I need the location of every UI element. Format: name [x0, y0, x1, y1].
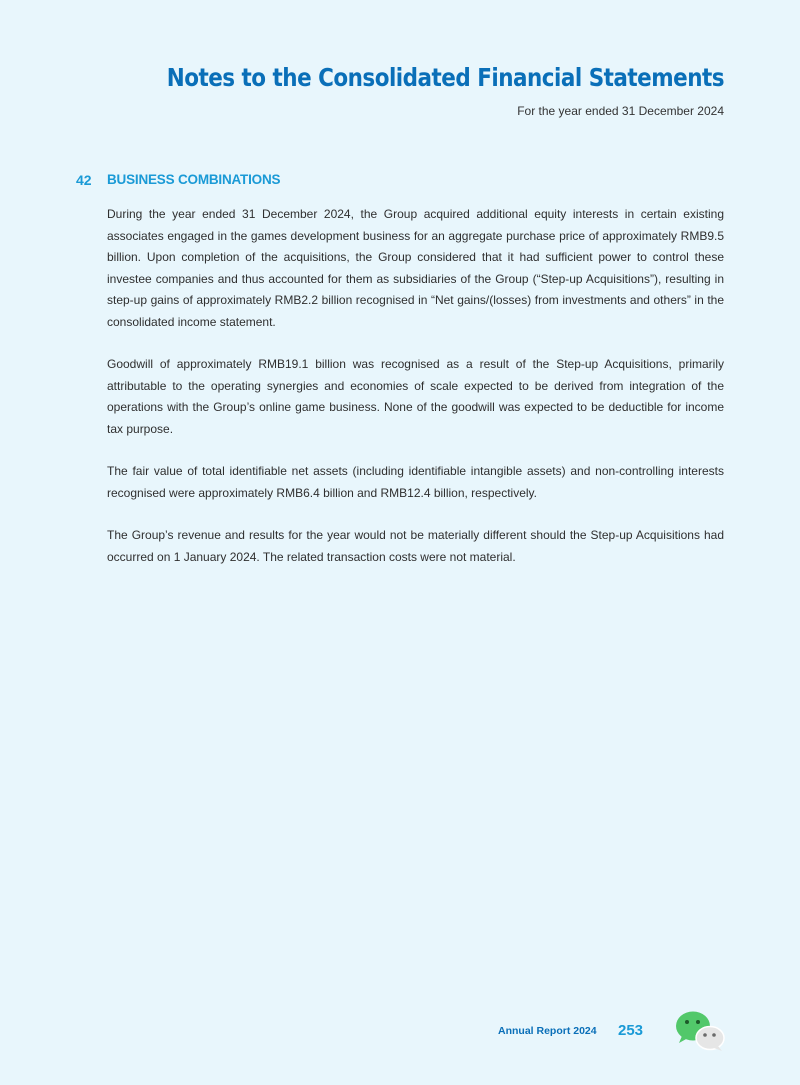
footer-report-label: Annual Report 2024 — [498, 1025, 597, 1037]
paragraph: During the year ended 31 December 2024, the Group acquired additional equity interests in certain existing associates engaged in the games development business for an aggregate purchase price of approximately RMB9.5 billion. Upon completion of the acquisitions, the Group considered that it had sufficient power to control these investee companies and thus accounted for them as subsidiaries of the Group (“Step-up Acquisitions”), resulting in step-up gains of approximately RMB2.2 billion recognised in “Net gains/(losses) from investments and others” in the consolidated income statement. — [107, 207, 724, 329]
page-number: 253 — [618, 1022, 644, 1039]
paragraph: The fair value of total identifiable net assets (including identifiable intangible assets) and non-controlling interests recognised were approximately RMB6.4 billion and RMB12.4 billion, respectively. — [107, 464, 724, 500]
page-subtitle: For the year ended 31 December 2024 — [517, 104, 724, 118]
wechat-logo-icon — [674, 1010, 726, 1052]
paragraph: The Group’s revenue and results for the year would not be materially different should the Step-up Acquisitions had occurred on 1 January 2024. The related transaction costs were not material. — [107, 528, 724, 564]
section-title: BUSINESS COMBINATIONS — [107, 172, 281, 187]
section-body — [107, 204, 724, 589]
paragraph: Goodwill of approximately RMB19.1 billion was recognised as a result of the Step-up Acquisitions, primarily attributable to the operating synergies and economies of scale expected to be derived from integration of the operations with the Group’s online game business. None of the goodwill was expected to be deductible for income tax purpose. — [107, 357, 724, 436]
section-number: 42 — [76, 172, 92, 188]
page-title: Notes to the Consolidated Financial Statements — [166, 63, 724, 92]
